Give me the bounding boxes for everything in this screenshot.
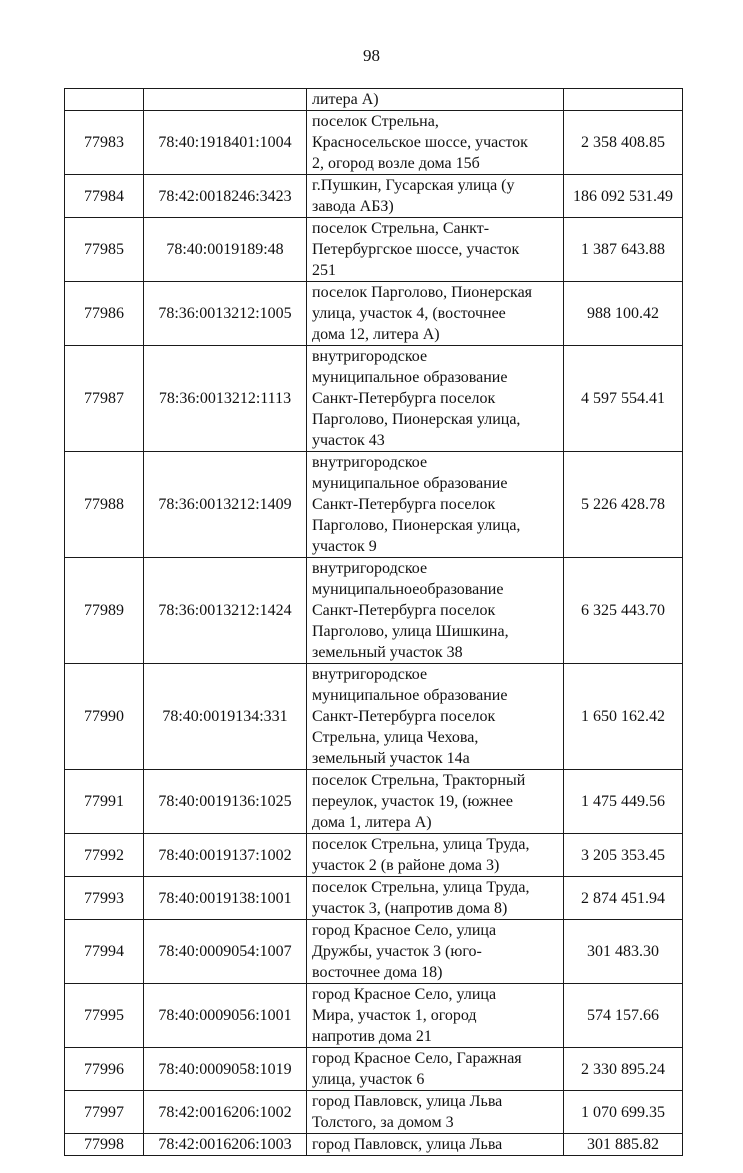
address-line: Мира, участок 1, огород [312, 1007, 477, 1024]
address-cell [307, 877, 564, 920]
record-number-cell: 77987 [65, 346, 144, 452]
cadastral-number-cell: 78:40:0019134:331 [144, 664, 307, 770]
address-line: восточнее дома 18) [312, 964, 443, 981]
address-line: участок 2 (в районе дома 3) [312, 857, 500, 874]
address-line: город Павловск, улица Льва [312, 1136, 503, 1153]
page-number: 98 [363, 46, 380, 65]
land-plot-table [64, 88, 683, 1156]
address-line: завода АБЗ) [312, 198, 394, 215]
address-cell [307, 770, 564, 834]
table-row [65, 111, 683, 175]
address-line: переулок, участок 19, (южнее [312, 793, 513, 810]
address-cell [307, 664, 564, 770]
cadastral-number-cell [144, 89, 307, 111]
address-line: Петербургское шоссе, участок [312, 241, 520, 258]
cadastral-number-cell: 78:40:0009056:1001 [144, 984, 307, 1048]
table-row [65, 834, 683, 877]
record-number-cell: 77983 [65, 111, 144, 175]
table-row [65, 558, 683, 664]
record-number-cell: 77991 [65, 770, 144, 834]
record-number-cell: 77989 [65, 558, 144, 664]
address-cell [307, 1134, 564, 1156]
address-line: земельный участок 14а [312, 750, 470, 767]
table-row [65, 346, 683, 452]
address-line: муниципальное образование [312, 687, 508, 704]
address-line: литера А) [312, 91, 379, 108]
table-row [65, 920, 683, 984]
cadastral-number-cell: 78:40:1918401:1004 [144, 111, 307, 175]
cadastral-value-cell: 5 226 428.78 [564, 452, 683, 558]
address-line: Толстого, за домом 3 [312, 1114, 454, 1131]
address-line: внутригородское [312, 454, 428, 471]
address-cell [307, 89, 564, 111]
cadastral-number-cell: 78:36:0013212:1005 [144, 282, 307, 346]
address-line: поселок Стрельна, Санкт- [312, 220, 490, 237]
address-cell [307, 282, 564, 346]
table-row [65, 1048, 683, 1091]
address-line: 2, огород возле дома 15б [312, 155, 480, 172]
record-number-cell: 77995 [65, 984, 144, 1048]
record-number-cell: 77993 [65, 877, 144, 920]
address-cell [307, 111, 564, 175]
cadastral-value-cell: 3 205 353.45 [564, 834, 683, 877]
table-row [65, 984, 683, 1048]
record-number-cell [65, 89, 144, 111]
record-number-cell: 77998 [65, 1134, 144, 1156]
address-line: внутригородское [312, 560, 428, 577]
address-line: участок 9 [312, 538, 377, 555]
address-cell [307, 920, 564, 984]
address-line: город Красное Село, улица [312, 986, 497, 1003]
cadastral-number-cell: 78:36:0013212:1409 [144, 452, 307, 558]
cadastral-number-cell: 78:42:0016206:1002 [144, 1091, 307, 1134]
cadastral-number-cell: 78:40:0019136:1025 [144, 770, 307, 834]
address-line: г.Пушкин, Гусарская улица (у [312, 177, 515, 194]
record-number-cell: 77985 [65, 218, 144, 282]
address-line: Парголово, Пионерская улица, [312, 411, 521, 428]
address-line: дома 1, литера А) [312, 814, 432, 831]
address-line: город Павловск, улица Льва [312, 1093, 503, 1110]
address-line: поселок Стрельна, улица Труда, [312, 836, 530, 853]
address-cell [307, 346, 564, 452]
address-line: улица, участок 6 [312, 1071, 425, 1088]
record-number-cell: 77994 [65, 920, 144, 984]
table-row [65, 218, 683, 282]
address-cell [307, 558, 564, 664]
table-row [65, 452, 683, 558]
cadastral-value-cell: 301 885.82 [564, 1134, 683, 1156]
address-cell [307, 452, 564, 558]
address-line: улица, участок 4, (восточнее [312, 305, 506, 322]
table-row [65, 1091, 683, 1134]
table-row [65, 770, 683, 834]
record-number-cell: 77992 [65, 834, 144, 877]
address-line: город Красное Село, Гаражная [312, 1050, 522, 1067]
address-line: внутригородское [312, 348, 428, 365]
address-cell [307, 834, 564, 877]
address-line: город Красное Село, улица [312, 922, 497, 939]
address-line: Парголово, улица Шишкина, [312, 623, 509, 640]
cadastral-value-cell: 301 483.30 [564, 920, 683, 984]
address-line: Стрельна, улица Чехова, [312, 729, 479, 746]
address-line: муниципальноеобразование [312, 581, 504, 598]
record-number-cell: 77997 [65, 1091, 144, 1134]
cadastral-value-cell: 6 325 443.70 [564, 558, 683, 664]
cadastral-number-cell: 78:42:0016206:1003 [144, 1134, 307, 1156]
cadastral-value-cell: 1 070 699.35 [564, 1091, 683, 1134]
cadastral-value-cell: 574 157.66 [564, 984, 683, 1048]
address-line: Красносельское шоссе, участок [312, 134, 528, 151]
cadastral-value-cell: 186 092 531.49 [564, 175, 683, 218]
address-line: Парголово, Пионерская улица, [312, 517, 521, 534]
table-row [65, 175, 683, 218]
table-row [65, 1134, 683, 1156]
cadastral-number-cell: 78:40:0019138:1001 [144, 877, 307, 920]
address-line: дома 12, литера А) [312, 326, 440, 343]
address-cell [307, 1048, 564, 1091]
cadastral-value-cell: 1 650 162.42 [564, 664, 683, 770]
cadastral-number-cell: 78:40:0009058:1019 [144, 1048, 307, 1091]
cadastral-value-cell: 2 330 895.24 [564, 1048, 683, 1091]
address-line: поселок Стрельна, [312, 113, 439, 130]
record-number-cell: 77984 [65, 175, 144, 218]
address-cell [307, 1091, 564, 1134]
address-line: участок 43 [312, 432, 385, 449]
address-line: Санкт-Петербурга поселок [312, 708, 496, 725]
cadastral-number-cell: 78:36:0013212:1113 [144, 346, 307, 452]
cadastral-value-cell: 2 874 451.94 [564, 877, 683, 920]
cadastral-number-cell: 78:40:0019137:1002 [144, 834, 307, 877]
table-row [65, 877, 683, 920]
cadastral-number-cell: 78:42:0018246:3423 [144, 175, 307, 218]
table-row [65, 664, 683, 770]
cadastral-value-cell [564, 89, 683, 111]
record-number-cell: 77996 [65, 1048, 144, 1091]
address-line: Санкт-Петербурга поселок [312, 496, 496, 513]
address-line: поселок Стрельна, улица Труда, [312, 879, 530, 896]
address-cell [307, 218, 564, 282]
table-row [65, 89, 683, 111]
address-line: Санкт-Петербурга поселок [312, 390, 496, 407]
cadastral-number-cell: 78:40:0009054:1007 [144, 920, 307, 984]
cadastral-value-cell: 1 387 643.88 [564, 218, 683, 282]
table-row [65, 282, 683, 346]
address-line: поселок Стрельна, Тракторный [312, 772, 526, 789]
cadastral-number-cell: 78:40:0019189:48 [144, 218, 307, 282]
cadastral-number-cell: 78:36:0013212:1424 [144, 558, 307, 664]
cadastral-value-cell: 4 597 554.41 [564, 346, 683, 452]
table-body [65, 89, 683, 1156]
record-number-cell: 77986 [65, 282, 144, 346]
cadastral-value-cell: 2 358 408.85 [564, 111, 683, 175]
address-line: Санкт-Петербурга поселок [312, 602, 496, 619]
address-line: Дружбы, участок 3 (юго- [312, 943, 482, 960]
record-number-cell: 77990 [65, 664, 144, 770]
address-line: участок 3, (напротив дома 8) [312, 900, 508, 917]
address-line: 251 [312, 262, 336, 279]
address-cell [307, 175, 564, 218]
address-line: муниципальное образование [312, 369, 508, 386]
address-line: напротив дома 21 [312, 1028, 432, 1045]
cadastral-value-cell: 1 475 449.56 [564, 770, 683, 834]
record-number-cell: 77988 [65, 452, 144, 558]
address-line: внутригородское [312, 666, 428, 683]
address-line: земельный участок 38 [312, 644, 463, 661]
address-line: поселок Парголово, Пионерская [312, 284, 533, 301]
address-cell [307, 984, 564, 1048]
address-line: муниципальное образование [312, 475, 508, 492]
cadastral-value-cell: 988 100.42 [564, 282, 683, 346]
